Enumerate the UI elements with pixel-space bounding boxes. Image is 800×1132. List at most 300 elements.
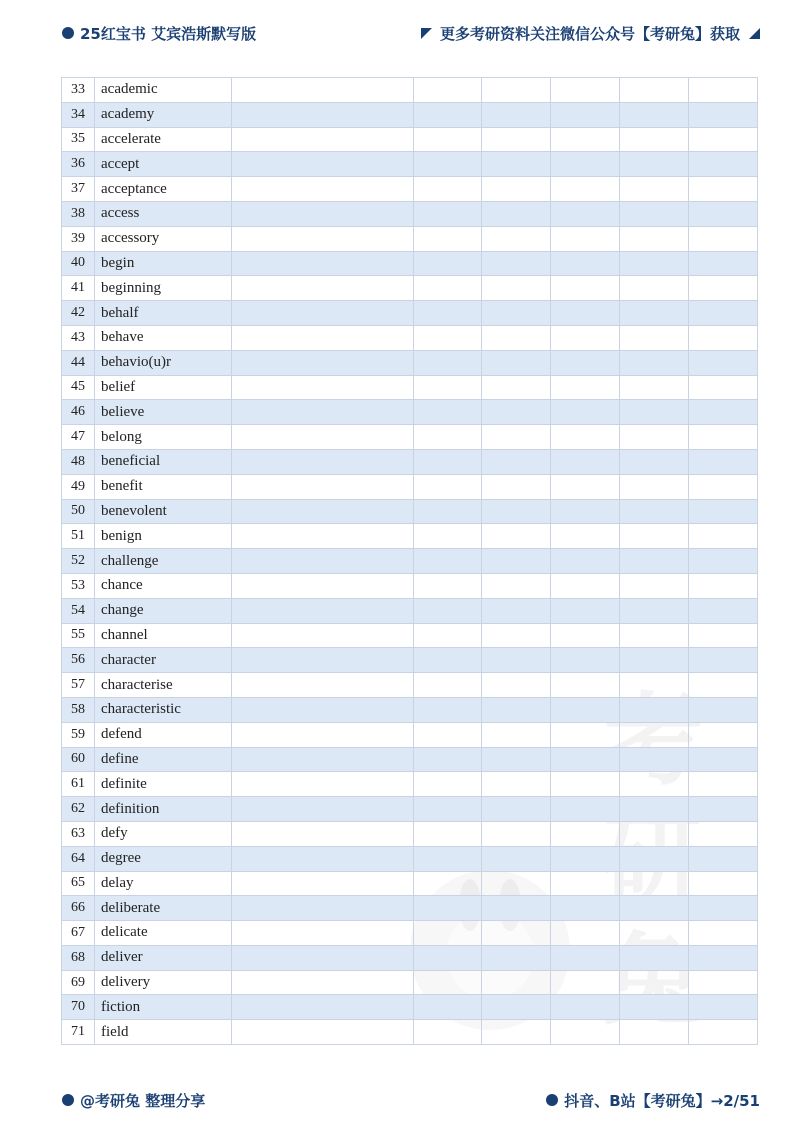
vocab-word: accelerate <box>95 127 232 152</box>
blank-cell <box>551 697 620 722</box>
blank-cell <box>232 524 414 549</box>
blank-cell <box>414 623 482 648</box>
blank-cell <box>689 1020 758 1045</box>
blank-cell <box>620 846 689 871</box>
row-number: 37 <box>62 177 95 202</box>
blank-cell <box>620 648 689 673</box>
blank-cell <box>232 177 414 202</box>
table-row <box>62 226 758 251</box>
blank-cell <box>414 276 482 301</box>
blank-cell <box>414 995 482 1020</box>
blank-cell <box>689 747 758 772</box>
vocab-word: accessory <box>95 226 232 251</box>
vocab-word: beginning <box>95 276 232 301</box>
blank-cell <box>232 945 414 970</box>
blank-cell <box>620 896 689 921</box>
blank-cell <box>620 697 689 722</box>
vocab-table <box>61 77 758 1045</box>
blank-cell <box>620 995 689 1020</box>
blank-cell <box>482 102 551 127</box>
footer-left <box>62 1090 205 1111</box>
vocab-word: deliver <box>95 945 232 970</box>
header-left <box>62 23 256 44</box>
blank-cell <box>482 400 551 425</box>
blank-cell <box>620 722 689 747</box>
blank-cell <box>689 673 758 698</box>
row-number: 33 <box>62 78 95 103</box>
vocab-word: field <box>95 1020 232 1045</box>
blank-cell <box>689 722 758 747</box>
blank-cell <box>620 747 689 772</box>
table-row <box>62 821 758 846</box>
blank-cell <box>689 449 758 474</box>
blank-cell <box>482 598 551 623</box>
table-row <box>62 772 758 797</box>
blank-cell <box>414 598 482 623</box>
blank-cell <box>551 871 620 896</box>
blank-cell <box>551 995 620 1020</box>
blank-cell <box>689 524 758 549</box>
table-row <box>62 747 758 772</box>
row-number: 44 <box>62 350 95 375</box>
row-number: 60 <box>62 747 95 772</box>
blank-cell <box>482 251 551 276</box>
blank-cell <box>551 102 620 127</box>
blank-cell <box>414 722 482 747</box>
table-row <box>62 797 758 822</box>
blank-cell <box>232 673 414 698</box>
vocab-word: characteristic <box>95 697 232 722</box>
row-number: 47 <box>62 425 95 450</box>
blank-cell <box>620 970 689 995</box>
vocab-word: begin <box>95 251 232 276</box>
blank-cell <box>551 350 620 375</box>
blank-cell <box>414 226 482 251</box>
blank-cell <box>689 797 758 822</box>
blank-cell <box>620 201 689 226</box>
row-number: 41 <box>62 276 95 301</box>
blank-cell <box>551 425 620 450</box>
blank-cell <box>232 499 414 524</box>
blank-cell <box>232 449 414 474</box>
blank-cell <box>551 1020 620 1045</box>
vocab-word: beneficial <box>95 449 232 474</box>
table-row <box>62 573 758 598</box>
row-number: 71 <box>62 1020 95 1045</box>
blank-cell <box>689 127 758 152</box>
blank-cell <box>620 623 689 648</box>
vocab-word: definition <box>95 797 232 822</box>
blank-cell <box>689 78 758 103</box>
blank-cell <box>482 797 551 822</box>
row-number: 38 <box>62 201 95 226</box>
row-number: 54 <box>62 598 95 623</box>
blank-cell <box>620 127 689 152</box>
blank-cell <box>689 102 758 127</box>
blank-cell <box>620 1020 689 1045</box>
blank-cell <box>620 226 689 251</box>
blank-cell <box>689 970 758 995</box>
blank-cell <box>620 375 689 400</box>
row-number: 59 <box>62 722 95 747</box>
table-row <box>62 871 758 896</box>
row-number: 36 <box>62 152 95 177</box>
blank-cell <box>232 697 414 722</box>
blank-cell <box>232 747 414 772</box>
vocab-word: change <box>95 598 232 623</box>
blank-cell <box>482 78 551 103</box>
corner-triangle-icon <box>421 28 432 39</box>
blank-cell <box>551 896 620 921</box>
blank-cell <box>414 846 482 871</box>
vocab-word: challenge <box>95 549 232 574</box>
blank-cell <box>482 697 551 722</box>
header-promo-text: 更多考研资料关注微信公众号【考研兔】获取 <box>439 24 740 43</box>
blank-cell <box>414 871 482 896</box>
blank-cell <box>232 821 414 846</box>
header-right <box>421 23 760 44</box>
blank-cell <box>551 251 620 276</box>
blank-cell <box>551 524 620 549</box>
blank-cell <box>620 474 689 499</box>
blank-cell <box>551 673 620 698</box>
table-row <box>62 152 758 177</box>
blank-cell <box>414 449 482 474</box>
blank-cell <box>551 821 620 846</box>
row-number: 39 <box>62 226 95 251</box>
blank-cell <box>689 573 758 598</box>
blank-cell <box>232 722 414 747</box>
blank-cell <box>482 573 551 598</box>
blank-cell <box>551 722 620 747</box>
vocab-word: defend <box>95 722 232 747</box>
blank-cell <box>414 573 482 598</box>
blank-cell <box>232 846 414 871</box>
row-number: 53 <box>62 573 95 598</box>
blank-cell <box>620 598 689 623</box>
footer-credit: @考研兔 整理分享 <box>80 1091 206 1110</box>
blank-cell <box>482 350 551 375</box>
table-row <box>62 102 758 127</box>
table-row <box>62 425 758 450</box>
blank-cell <box>551 970 620 995</box>
blank-cell <box>620 301 689 326</box>
table-row <box>62 1020 758 1045</box>
vocab-word: delay <box>95 871 232 896</box>
blank-cell <box>689 276 758 301</box>
blank-cell <box>620 524 689 549</box>
blank-cell <box>482 177 551 202</box>
blank-cell <box>620 177 689 202</box>
row-number: 35 <box>62 127 95 152</box>
blank-cell <box>414 201 482 226</box>
blank-cell <box>414 177 482 202</box>
blank-cell <box>551 276 620 301</box>
blank-cell <box>620 821 689 846</box>
blank-cell <box>482 276 551 301</box>
row-number: 58 <box>62 697 95 722</box>
blank-cell <box>689 623 758 648</box>
table-row <box>62 400 758 425</box>
blank-cell <box>232 301 414 326</box>
vocab-word: characterise <box>95 673 232 698</box>
blank-cell <box>551 772 620 797</box>
vocab-word: defy <box>95 821 232 846</box>
blank-cell <box>689 921 758 946</box>
table-row <box>62 276 758 301</box>
blank-cell <box>414 697 482 722</box>
vocab-word: delicate <box>95 921 232 946</box>
blank-cell <box>232 648 414 673</box>
row-number: 64 <box>62 846 95 871</box>
blank-cell <box>551 573 620 598</box>
row-number: 50 <box>62 499 95 524</box>
row-number: 57 <box>62 673 95 698</box>
table-row <box>62 945 758 970</box>
blank-cell <box>620 425 689 450</box>
row-number: 63 <box>62 821 95 846</box>
blank-cell <box>414 896 482 921</box>
blank-cell <box>482 474 551 499</box>
blank-cell <box>482 995 551 1020</box>
blank-cell <box>232 400 414 425</box>
row-number: 48 <box>62 449 95 474</box>
blank-cell <box>414 325 482 350</box>
blank-cell <box>551 301 620 326</box>
footer-right <box>546 1090 760 1111</box>
row-number: 49 <box>62 474 95 499</box>
blank-cell <box>414 78 482 103</box>
blank-cell <box>414 772 482 797</box>
blank-cell <box>551 549 620 574</box>
blank-cell <box>482 325 551 350</box>
blank-cell <box>482 970 551 995</box>
blank-cell <box>232 598 414 623</box>
table-row <box>62 449 758 474</box>
blank-cell <box>620 449 689 474</box>
table-row <box>62 524 758 549</box>
blank-cell <box>620 673 689 698</box>
row-number: 45 <box>62 375 95 400</box>
blank-cell <box>551 201 620 226</box>
blank-cell <box>482 623 551 648</box>
blank-cell <box>551 797 620 822</box>
footer-page-info: 抖音、B站【考研兔】→2/51 <box>564 1091 760 1110</box>
blank-cell <box>482 301 551 326</box>
blank-cell <box>232 375 414 400</box>
blank-cell <box>232 78 414 103</box>
blank-cell <box>620 797 689 822</box>
row-number: 46 <box>62 400 95 425</box>
table-row <box>62 970 758 995</box>
table-row <box>62 623 758 648</box>
vocab-word: channel <box>95 623 232 648</box>
blank-cell <box>414 251 482 276</box>
blank-cell <box>482 722 551 747</box>
bullet-dot-icon <box>546 1094 558 1106</box>
blank-cell <box>689 697 758 722</box>
blank-cell <box>414 945 482 970</box>
row-number: 62 <box>62 797 95 822</box>
blank-cell <box>414 549 482 574</box>
blank-cell <box>620 78 689 103</box>
blank-cell <box>482 449 551 474</box>
blank-cell <box>620 549 689 574</box>
blank-cell <box>551 846 620 871</box>
blank-cell <box>551 921 620 946</box>
blank-cell <box>620 400 689 425</box>
row-number: 42 <box>62 301 95 326</box>
blank-cell <box>482 871 551 896</box>
page-header <box>62 22 760 44</box>
table-row <box>62 127 758 152</box>
blank-cell <box>414 821 482 846</box>
vocab-word: benefit <box>95 474 232 499</box>
blank-cell <box>232 201 414 226</box>
blank-cell <box>689 871 758 896</box>
blank-cell <box>482 821 551 846</box>
blank-cell <box>551 127 620 152</box>
blank-cell <box>551 177 620 202</box>
blank-cell <box>232 772 414 797</box>
blank-cell <box>232 276 414 301</box>
vocab-word: benign <box>95 524 232 549</box>
blank-cell <box>482 127 551 152</box>
blank-cell <box>689 995 758 1020</box>
blank-cell <box>620 102 689 127</box>
blank-cell <box>414 970 482 995</box>
row-number: 67 <box>62 921 95 946</box>
corner-triangle-icon <box>749 28 760 39</box>
table-row <box>62 995 758 1020</box>
vocab-word: fiction <box>95 995 232 1020</box>
table-row <box>62 177 758 202</box>
blank-cell <box>232 871 414 896</box>
row-number: 40 <box>62 251 95 276</box>
blank-cell <box>689 152 758 177</box>
blank-cell <box>414 102 482 127</box>
blank-cell <box>482 846 551 871</box>
vocab-word: acceptance <box>95 177 232 202</box>
blank-cell <box>482 201 551 226</box>
vocab-word: behave <box>95 325 232 350</box>
blank-cell <box>482 152 551 177</box>
blank-cell <box>689 425 758 450</box>
vocab-word: belief <box>95 375 232 400</box>
blank-cell <box>620 945 689 970</box>
blank-cell <box>689 945 758 970</box>
blank-cell <box>482 1020 551 1045</box>
blank-cell <box>414 152 482 177</box>
blank-cell <box>620 871 689 896</box>
blank-cell <box>620 152 689 177</box>
vocab-word: accept <box>95 152 232 177</box>
table-row <box>62 722 758 747</box>
blank-cell <box>482 524 551 549</box>
vocab-word: character <box>95 648 232 673</box>
blank-cell <box>414 747 482 772</box>
bullet-dot-icon <box>62 1094 74 1106</box>
blank-cell <box>689 474 758 499</box>
blank-cell <box>414 673 482 698</box>
row-number: 51 <box>62 524 95 549</box>
vocab-word: academy <box>95 102 232 127</box>
blank-cell <box>551 325 620 350</box>
blank-cell <box>689 251 758 276</box>
blank-cell <box>482 945 551 970</box>
blank-cell <box>689 821 758 846</box>
blank-cell <box>232 350 414 375</box>
blank-cell <box>551 598 620 623</box>
table-row <box>62 201 758 226</box>
blank-cell <box>482 549 551 574</box>
blank-cell <box>414 425 482 450</box>
blank-cell <box>620 921 689 946</box>
blank-cell <box>414 375 482 400</box>
blank-cell <box>551 152 620 177</box>
vocab-word: behalf <box>95 301 232 326</box>
blank-cell <box>414 127 482 152</box>
blank-cell <box>232 325 414 350</box>
blank-cell <box>232 226 414 251</box>
blank-cell <box>232 152 414 177</box>
blank-cell <box>689 846 758 871</box>
blank-cell <box>232 797 414 822</box>
blank-cell <box>689 301 758 326</box>
row-number: 65 <box>62 871 95 896</box>
blank-cell <box>551 78 620 103</box>
row-number: 68 <box>62 945 95 970</box>
blank-cell <box>689 549 758 574</box>
table-row <box>62 921 758 946</box>
blank-cell <box>232 623 414 648</box>
blank-cell <box>551 449 620 474</box>
row-number: 43 <box>62 325 95 350</box>
vocab-word: access <box>95 201 232 226</box>
blank-cell <box>689 375 758 400</box>
row-number: 55 <box>62 623 95 648</box>
vocab-word: academic <box>95 78 232 103</box>
blank-cell <box>232 896 414 921</box>
blank-cell <box>689 896 758 921</box>
vocab-word: behavio(u)r <box>95 350 232 375</box>
table-row <box>62 474 758 499</box>
row-number: 56 <box>62 648 95 673</box>
blank-cell <box>482 648 551 673</box>
blank-cell <box>551 945 620 970</box>
blank-cell <box>620 276 689 301</box>
table-row <box>62 598 758 623</box>
blank-cell <box>414 648 482 673</box>
blank-cell <box>482 772 551 797</box>
blank-cell <box>551 226 620 251</box>
vocab-word: belong <box>95 425 232 450</box>
blank-cell <box>232 425 414 450</box>
blank-cell <box>482 896 551 921</box>
blank-cell <box>620 251 689 276</box>
blank-cell <box>551 648 620 673</box>
blank-cell <box>414 1020 482 1045</box>
blank-cell <box>232 995 414 1020</box>
blank-cell <box>232 921 414 946</box>
blank-cell <box>620 325 689 350</box>
blank-cell <box>689 325 758 350</box>
blank-cell <box>551 375 620 400</box>
blank-cell <box>551 623 620 648</box>
row-number: 66 <box>62 896 95 921</box>
table-row <box>62 648 758 673</box>
blank-cell <box>689 350 758 375</box>
